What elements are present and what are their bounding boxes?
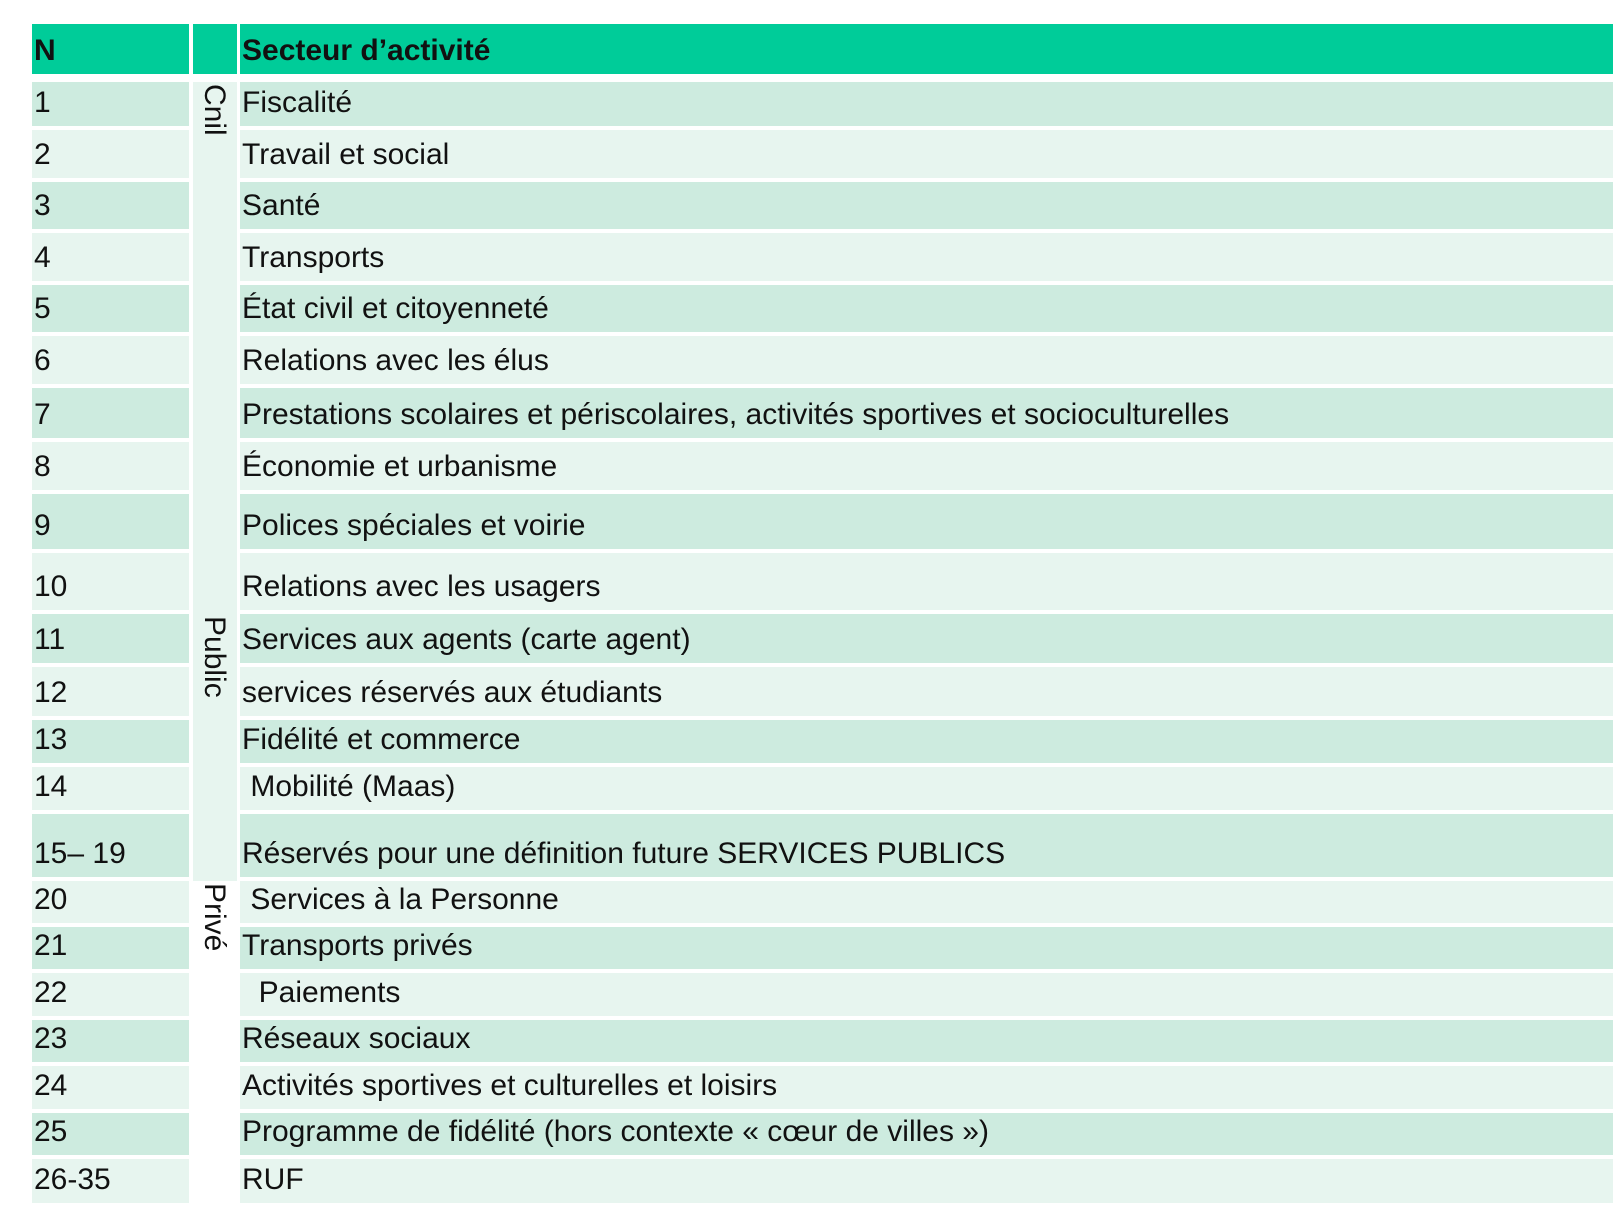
row-sector: services réservés aux étudiants [240,667,1613,716]
row-sector: État civil et citoyenneté [240,285,1613,332]
row-sector: Relations avec les usagers [240,553,1613,610]
row-number: 21 [32,927,189,969]
row-number: 11 [32,614,189,663]
row-number: 15– 19 [32,814,189,877]
row-sector: Santé [240,182,1613,229]
row-sector: Polices spéciales et voirie [240,494,1613,549]
group-cell [193,82,237,614]
row-sector: Réseaux sociaux [240,1020,1613,1062]
row-number: 24 [32,1066,189,1109]
row-sector: Relations avec les élus [240,336,1613,384]
row-sector: Services aux agents (carte agent) [240,614,1613,663]
row-number: 10 [32,553,189,610]
group-label: Cnil [198,84,231,136]
row-number: 5 [32,285,189,332]
row-sector: Transports [240,233,1613,281]
row-sector: Services à la Personne [240,881,1613,923]
row-number: 13 [32,720,189,763]
row-number: 20 [32,881,189,923]
row-sector: Paiements [240,973,1613,1016]
row-sector: Programme de fidélité (hors contexte « cœur de villes ») [240,1113,1613,1155]
header-n: N [32,24,189,74]
row-number: 25 [32,1113,189,1155]
header-group [193,24,237,74]
row-sector: Prestations scolaires et périscolaires, activités sportives et socioculturelles [240,388,1613,438]
row-number: 1 [32,82,189,126]
group-label: Privé [198,883,231,952]
row-number: 3 [32,182,189,229]
row-sector: Transports privés [240,927,1613,969]
sector-table [32,24,1613,1226]
row-number: 2 [32,130,189,178]
row-number: 4 [32,233,189,281]
row-number: 14 [32,767,189,810]
row-number: 6 [32,336,189,384]
group-label: Public [198,616,231,698]
header-sector: Secteur d’activité [240,24,1613,74]
row-sector: Mobilité (Maas) [240,767,1613,810]
row-number: 8 [32,442,189,490]
row-number: 9 [32,494,189,549]
row-sector: Fiscalité [240,82,1613,126]
row-sector: Fidélité et commerce [240,720,1613,763]
row-sector: Activités sportives et culturelles et loisirs [240,1066,1613,1109]
row-number: 22 [32,973,189,1016]
row-sector: RUF [240,1159,1613,1203]
row-number: 23 [32,1020,189,1062]
row-number: 26-35 [32,1159,189,1203]
row-sector: Économie et urbanisme [240,442,1613,490]
group-cell [193,614,237,881]
row-number: 7 [32,388,189,438]
row-sector: Travail et social [240,130,1613,178]
row-number: 12 [32,667,189,716]
row-sector: Réservés pour une définition future SERVICES PUBLICS [240,814,1613,877]
